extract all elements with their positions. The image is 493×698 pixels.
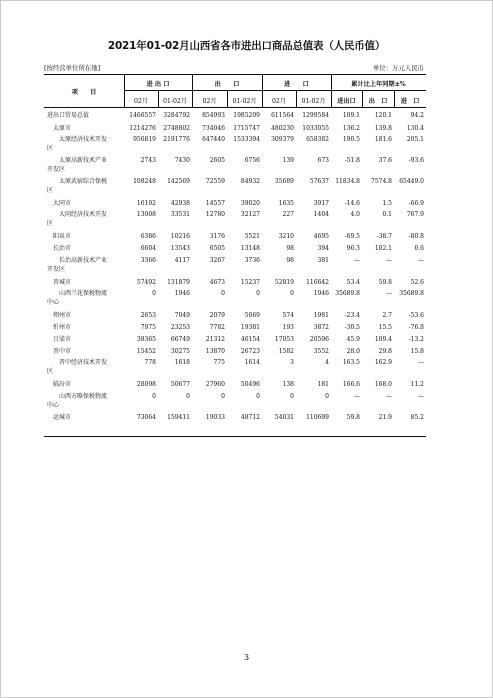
header-bottom-rule	[44, 107, 426, 108]
table-cell: 32127	[240, 211, 260, 218]
table-cell: 35689.8	[399, 290, 424, 297]
table-cell: 0	[221, 290, 225, 297]
table-cell: 15452	[136, 348, 156, 355]
table-cell: 3	[290, 359, 294, 366]
table-cell: 57637	[309, 178, 329, 185]
table-cell: 381	[317, 257, 329, 264]
table-cell: 1582	[278, 348, 294, 355]
table-cell: 734046	[202, 125, 225, 132]
table-cell: 1985209	[233, 112, 260, 119]
table-cell: 767.9	[406, 211, 424, 218]
item-header: 项 目	[71, 89, 97, 96]
table-cell: 27960	[205, 381, 225, 388]
table-cell: 1404	[313, 211, 329, 218]
sub-header: 02月	[133, 98, 149, 105]
table-cell: 6756	[244, 157, 260, 164]
table-cell: 7430	[174, 157, 190, 164]
table-cell: 574	[282, 312, 294, 319]
table-cell: 84932	[240, 178, 260, 185]
table-cell: -80.8	[408, 233, 424, 240]
table-cell: 108248	[133, 178, 156, 185]
table-cell: 4.0	[350, 211, 360, 218]
table-cell: 166.6	[342, 381, 360, 388]
table-cell: 110699	[306, 414, 329, 421]
table-cell: 1946	[174, 290, 190, 297]
row-label: 太原市	[47, 125, 72, 132]
table-cell: 6604	[140, 245, 156, 252]
table-cell: 394	[317, 245, 329, 252]
table-cell: 7049	[174, 312, 190, 319]
table-cell: 66749	[170, 336, 190, 343]
row-label: 临汾市	[47, 381, 72, 388]
sub-header: 01-02月	[162, 98, 188, 105]
table-cell: 0	[325, 393, 329, 400]
row-label: 区	[47, 368, 54, 375]
table-cell: 190.5	[342, 136, 360, 143]
row-label: 长治市	[47, 245, 72, 252]
table-cell: 1635	[278, 200, 294, 207]
table-cell: 120.1	[374, 112, 392, 119]
table-cell: -38.7	[376, 233, 392, 240]
sub-header: 进出口	[337, 98, 356, 105]
table-cell: 16192	[136, 200, 156, 207]
table-cell: 38365	[136, 336, 156, 343]
table-cell: 13870	[205, 348, 225, 355]
row-label: 长治高新技术产业	[47, 257, 108, 264]
table-cell: -51.8	[344, 157, 360, 164]
table-cell: 3917	[313, 200, 329, 207]
table-cell: 130.4	[406, 125, 424, 132]
table-cell: 3267	[209, 257, 225, 264]
table-cell: ---	[353, 393, 360, 400]
table-cell: 0.1	[382, 211, 392, 218]
table-cell: 775	[213, 359, 225, 366]
table-cell: 1.5	[382, 200, 392, 207]
table-cell: 48712	[240, 414, 260, 421]
table-top-rule	[44, 74, 426, 75]
table-cell: 54031	[274, 414, 294, 421]
table-cell: ---	[417, 257, 424, 264]
table-cell: ---	[385, 290, 392, 297]
table-cell: 52.6	[410, 279, 424, 286]
table-cell: 2748802	[163, 125, 190, 132]
sub-header: 02月	[271, 98, 287, 105]
table-cell: 6386	[140, 233, 156, 240]
table-cell: 0	[290, 393, 294, 400]
group-header-growth: 累计比上年同期±%	[351, 81, 406, 88]
table-cell: 4673	[209, 279, 225, 286]
table-cell: 52819	[274, 279, 294, 286]
scope-note: [按经营单位所在地]	[44, 64, 101, 72]
table-cell: 159411	[167, 414, 190, 421]
table-cell: 14557	[205, 200, 225, 207]
table-cell: 109.4	[374, 336, 392, 343]
table-cell: 193	[282, 324, 294, 331]
row-label: 太原武宿综合保税	[47, 178, 108, 185]
table-cell: 778	[144, 359, 156, 366]
table-cell: 15.5	[378, 324, 392, 331]
table-cell: 102.1	[374, 245, 392, 252]
row-label: 晋城市	[47, 279, 72, 286]
table-cell: -66.9	[408, 200, 424, 207]
table-cell: -14.6	[344, 200, 360, 207]
table-cell: 96.3	[346, 245, 360, 252]
table-cell: 2653	[140, 312, 156, 319]
table-cell: 956819	[133, 136, 156, 143]
table-cell: 1533394	[233, 136, 260, 143]
table-cell: 21.9	[378, 414, 392, 421]
row-label: 大同市	[47, 200, 72, 207]
row-label: 开发区	[47, 166, 66, 173]
table-cell: 131879	[167, 279, 190, 286]
sub-header: 01-02月	[232, 98, 257, 105]
table-cell: 4117	[174, 257, 190, 264]
table-cell: 45.9	[346, 336, 360, 343]
table-cell: 1614	[244, 359, 260, 366]
table-cell: 854993	[202, 112, 225, 119]
table-cell: 1715747	[233, 125, 260, 132]
table-cell: 17053	[274, 336, 294, 343]
table-cell: 23253	[170, 324, 190, 331]
row-label: 朔州市	[47, 312, 72, 319]
table-cell: ---	[353, 257, 360, 264]
table-cell: 2191776	[163, 136, 190, 143]
group-header-total: 进 出 口	[146, 81, 170, 88]
table-cell: 205.1	[406, 136, 424, 143]
table-cell: ---	[385, 393, 392, 400]
table-cell: 20596	[309, 336, 329, 343]
table-cell: 28.0	[346, 348, 360, 355]
table-cell: 26723	[240, 348, 260, 355]
sub-header: 02月	[202, 98, 217, 105]
table-cell: 673	[317, 157, 329, 164]
table-cell: 611564	[271, 112, 294, 119]
table-cell: 5069	[244, 312, 260, 319]
table-cell: 42938	[170, 200, 190, 207]
table-cell: 7574.8	[371, 178, 392, 185]
row-label: 区	[47, 187, 54, 194]
row-label: 忻州市	[47, 324, 72, 331]
table-cell: 35689	[274, 178, 294, 185]
row-label: 吕梁市	[47, 336, 72, 343]
row-label: 山西方略保税物流	[47, 393, 108, 400]
table-cell: 0	[221, 393, 225, 400]
table-cell: 98	[286, 257, 294, 264]
table-cell: 163.5	[342, 359, 360, 366]
row-label: 阳泉市	[47, 233, 72, 240]
row-label: 太原高新技术产业	[47, 157, 108, 164]
table-cell: 29.8	[378, 348, 392, 355]
table-cell: 658382	[306, 136, 329, 143]
table-cell: 21312	[205, 336, 225, 343]
table-cell: 6505	[209, 245, 225, 252]
table-cell: 0	[256, 290, 260, 297]
table-cell: 3210	[278, 233, 294, 240]
table-cell: 0	[256, 393, 260, 400]
table-cell: 10216	[170, 233, 190, 240]
table-cell: 5521	[244, 233, 260, 240]
table-cell: 13008	[136, 211, 156, 218]
table-cell: 227	[282, 211, 294, 218]
table-cell: 57492	[136, 279, 156, 286]
table-cell: -69.5	[344, 233, 360, 240]
table-cell: 109.1	[342, 112, 360, 119]
sub-header: 进 口	[400, 98, 420, 105]
table-cell: 162.9	[374, 359, 392, 366]
table-cell: 19381	[240, 324, 260, 331]
table-cell: 1946	[313, 290, 329, 297]
table-cell: 59.8	[346, 414, 360, 421]
table-cell: -76.8	[408, 324, 424, 331]
table-cell: 11.2	[410, 381, 424, 388]
row-label: 晋中市	[47, 348, 72, 355]
table-cell: 50677	[170, 381, 190, 388]
group-header-import: 进 口	[284, 81, 309, 88]
row-label: 区	[47, 145, 54, 152]
unit-note: 单位：万元人民币	[372, 64, 424, 72]
table-cell: 309379	[271, 136, 294, 143]
row-label: 大同经济技术开发	[47, 211, 108, 218]
row-label: 中心	[47, 402, 60, 409]
table-cell: 1618	[174, 359, 190, 366]
table-cell: 46154	[240, 336, 260, 343]
row-label: 晋中经济技术开发	[47, 359, 108, 366]
table-cell: 0	[152, 393, 156, 400]
table-cell: 1981	[313, 312, 329, 319]
table-cell: 2605	[209, 157, 225, 164]
table-cell: 142569	[167, 178, 190, 185]
table-cell: ---	[385, 257, 392, 264]
group-header-export: 出 口	[214, 81, 240, 88]
table-cell: 139.8	[374, 125, 392, 132]
table-cell: 168.0	[374, 381, 392, 388]
table-cell: 37.6	[378, 157, 392, 164]
sub-header: 出 口	[368, 98, 388, 105]
table-cell: 181	[317, 381, 329, 388]
row-label: 进出口贸易总值	[47, 112, 90, 119]
table-cell: 35689.8	[335, 290, 360, 297]
table-cell: 7782	[209, 324, 225, 331]
table-cell: 116642	[306, 279, 329, 286]
row-label: 山西兰花保税物流	[47, 290, 108, 297]
table-cell: 1033055	[302, 125, 329, 132]
table-cell: 19033	[205, 414, 225, 421]
table-cell: 1299584	[302, 112, 329, 119]
table-cell: 59.8	[378, 279, 392, 286]
table-cell: 50496	[240, 381, 260, 388]
table-cell: 4	[325, 359, 329, 366]
table-cell: 94.2	[410, 112, 424, 119]
table-cell: 2.7	[382, 312, 392, 319]
table-cell: 85.2	[410, 414, 424, 421]
row-label: 太原经济技术开发	[47, 136, 108, 143]
table-cell: 65449.0	[399, 178, 424, 185]
table-cell: 0.6	[414, 245, 424, 252]
table-cell: ---	[417, 359, 424, 366]
table-cell: 12780	[205, 211, 225, 218]
table-cell: -13.2	[408, 336, 424, 343]
table-cell: -23.4	[344, 312, 360, 319]
table-cell: 181.6	[374, 136, 392, 143]
table-cell: 1214276	[129, 125, 156, 132]
table-cell: 0	[290, 290, 294, 297]
row-label: 开发区	[47, 266, 66, 273]
table-cell: 1466557	[129, 112, 156, 119]
table-cell: 72559	[205, 178, 225, 185]
table-cell: 0	[152, 290, 156, 297]
row-label: 运城市	[47, 414, 72, 421]
sub-header: 01-02月	[301, 98, 326, 105]
table-cell: 73064	[136, 414, 156, 421]
table-cell: 3552	[313, 348, 329, 355]
document-title: 2021年01-02月山西省各市进出口商品总值表（人民币值）	[107, 40, 386, 52]
table-cell: 11834.8	[335, 178, 360, 185]
table-cell: 3736	[244, 257, 260, 264]
table-cell: 647440	[202, 136, 225, 143]
table-cell: -53.6	[408, 312, 424, 319]
header-mid-rule	[124, 90, 426, 91]
table-cell: 480230	[271, 125, 294, 132]
table-cell: ---	[417, 393, 424, 400]
table-cell: 28098	[136, 381, 156, 388]
table-cell: 33531	[170, 211, 190, 218]
table-cell: 15237	[240, 279, 260, 286]
table-cell: 30275	[170, 348, 190, 355]
row-label: 中心	[47, 299, 60, 306]
table-cell: 3176	[209, 233, 225, 240]
table-bottom-rule	[44, 436, 426, 437]
table-cell: 2743	[140, 157, 156, 164]
table-cell: 4695	[313, 233, 329, 240]
table-cell: 3366	[140, 257, 156, 264]
table-cell: 53.4	[346, 279, 360, 286]
table-cell: 138	[282, 381, 294, 388]
table-cell: 3284792	[163, 112, 190, 119]
table-cell: -30.5	[344, 324, 360, 331]
table-cell: 139	[282, 157, 294, 164]
table-cell: 39020	[240, 200, 260, 207]
table-cell: 2079	[209, 312, 225, 319]
table-cell: 7975	[140, 324, 156, 331]
page-number: 3	[243, 653, 250, 662]
table-cell: 0	[186, 393, 190, 400]
table-cell: 13148	[240, 245, 260, 252]
table-cell: 136.2	[342, 125, 360, 132]
table-cell: 15.8	[410, 348, 424, 355]
table-cell: 98	[286, 245, 294, 252]
table-cell: 13543	[170, 245, 190, 252]
table-cell: -93.6	[408, 157, 424, 164]
table-cell: 3872	[313, 324, 329, 331]
row-label: 区	[47, 220, 54, 227]
